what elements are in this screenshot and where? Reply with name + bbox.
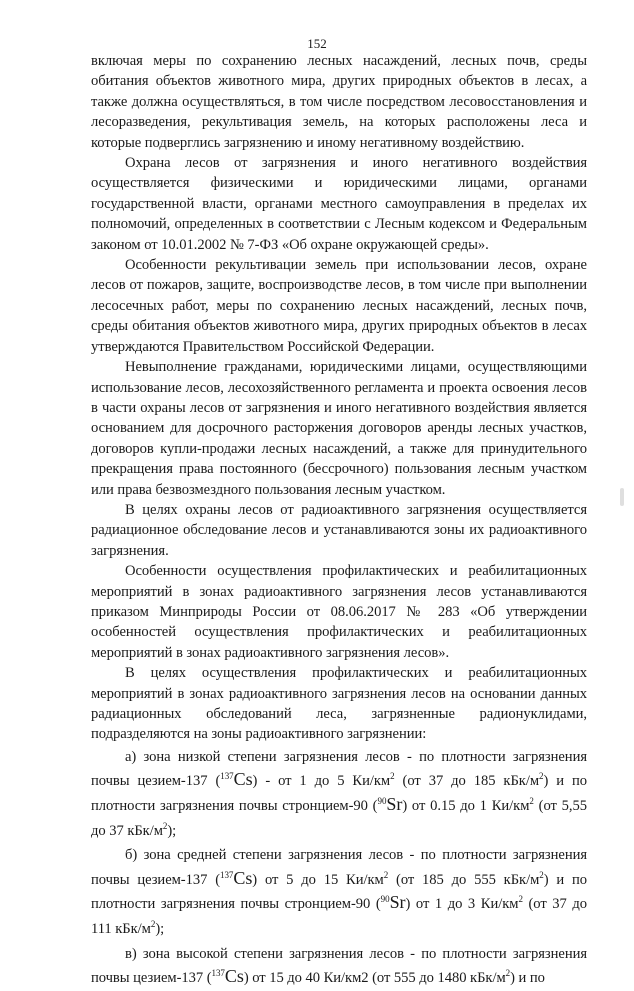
zone-b-lead: б) зона средней степени загрязнения лесов - по плотности загрязнения почвы цезием-137 ( bbox=[91, 847, 587, 888]
zone-a-cs-exponent-1: 2 bbox=[390, 771, 395, 782]
scan-margin-mark bbox=[620, 488, 624, 506]
page-number: 152 bbox=[307, 36, 327, 51]
zone-b-cs-range: ) от 5 до 15 Ки/км bbox=[252, 871, 384, 888]
zone-a-sr-range-kbq: (от 5,55 до 37 кБк/м bbox=[91, 798, 587, 839]
paragraph-radiation-survey: В целях охраны лесов от радиоактивного загрязнения осуществляется радиационное обследование лесов и устанавливаются зоны их радиоактивного загрязнения. bbox=[91, 501, 587, 559]
zone-a-tail: ); bbox=[167, 822, 177, 839]
zone-b-sr-range: ) от 1 до 3 Ки/км bbox=[405, 896, 519, 913]
zone-c-cs-symbol: Cs bbox=[224, 966, 244, 987]
zone-a-mid: ) и по плотности загрязнения почвы стронцием-90 ( bbox=[91, 773, 588, 814]
zone-c-cs-exponent: 2 bbox=[505, 968, 511, 979]
zone-a-low-contamination bbox=[91, 745, 587, 843]
zone-b-sr-symbol: Sr bbox=[389, 892, 406, 913]
paragraph-recultivation-features: Особенности рекультивации земель при использовании лесов, охране лесов от пожаров, защите, воспроизводстве лесов, в том числе при выполнении лесосечных работ, меры по сохранению лесных насаждений, лесных почв, среды обитания объектов животного мира, других природных объектов в лесах утверждаются Правительством Российской Федерации. bbox=[91, 257, 587, 355]
zone-a-lead: а) зона низкой степени загрязнения лесов - по плотности загрязнения почвы цезием-137 ( bbox=[91, 748, 587, 790]
zone-b-tail: ); bbox=[155, 920, 165, 937]
zone-b-cs-range-kbq: (от 185 до 555 кБк/м bbox=[388, 871, 540, 888]
zone-a-cs-exponent-2: 2 bbox=[539, 771, 544, 782]
zone-b-mid: ) и по плотности загрязнения почвы стронцием-90 ( bbox=[91, 871, 587, 913]
zone-c-high-contamination bbox=[91, 942, 587, 991]
zone-a-sr-exponent-2: 2 bbox=[162, 820, 168, 831]
zone-b-sr-exponent-1: 2 bbox=[518, 894, 523, 905]
paragraph-order-283: Особенности осуществления профилактических и реабилитационных мероприятий в зонах радиоактивного загрязнения лесов устанавливаются приказом Минприроды России от 08.06.2017 № 283 «Об утверждении особенностей осуществления профилактических и реабилитационных мероприятий в зонах радиоактивного загрязнения лесов». bbox=[91, 563, 587, 661]
zone-c-cs-range: ) от 15 до 40 Ки/км2 (от 555 до 1480 кБк/м bbox=[243, 970, 506, 987]
zone-b-medium-contamination bbox=[91, 843, 587, 941]
zone-a-sr-range: ) от 0.15 до 1 Ки/км bbox=[402, 798, 530, 814]
zone-a-sr-symbol: Sr bbox=[386, 794, 403, 814]
zone-b-cs-exponent-2: 2 bbox=[539, 869, 544, 880]
body-text bbox=[91, 51, 587, 991]
zone-a-cs-range: ) - от 1 до 5 Ки/км bbox=[252, 773, 391, 790]
paragraph-forest-protection-responsibility: Охрана лесов от загрязнения и иного негативного воздействия осуществляется физическими и юридическими лицами, органами государственной власти, органами местного самоуправления в пределах их полномочий, определенных в соответствии с Лесным кодексом и Федеральным законом от 10.01.2002 № 7-ФЗ «Об охране окружающей среды». bbox=[91, 155, 587, 253]
paragraph-continuation: включая меры по сохранению лесных насаждений, лесных почв, среды обитания объектов животного мира, других природных объектов в лесах, а также должна осуществляться, в том числе посредством лесовосстановления и лесоразведения, рекультивация земель, на которых расположены леса и которые подверглись загрязнению и иному негативному воздействию. bbox=[91, 53, 587, 151]
zone-c-lead: в) зона высокой степени загрязнения лесов - по плотности загрязнения почвы цезием-137 ( bbox=[91, 945, 587, 987]
zone-a-cs-symbol: Cs bbox=[233, 769, 253, 790]
zone-b-cs-exponent-1: 2 bbox=[383, 869, 389, 880]
paragraph-non-compliance: Невыполнение гражданами, юридическими лицами, осуществляющими использование лесов, лесохозяйственного регламента и проекта освоения лесов в части охраны лесов от загрязнения и иного негативного воздействия является основанием для досрочного расторжения договоров аренды лесных участков, договоров купли-продажи лесных насаждений, а также для принудительного прекращения права постоянного (бессрочного) пользования лесным участком или права безвозмездного пользования лесным участком. bbox=[91, 359, 587, 498]
zone-a-cs-range-kbq: (от 37 до 185 кБк/м bbox=[394, 773, 540, 790]
zone-a-sr-mass-number: 90 bbox=[377, 796, 387, 806]
zone-b-cs-mass-number: 137 bbox=[220, 869, 234, 880]
zone-b-cs-symbol: Cs bbox=[233, 867, 253, 888]
zone-a-sr-exponent-1: 2 bbox=[529, 796, 534, 806]
paragraph-zone-classification-intro: В целях осуществления профилактических и реабилитационных мероприятий в зонах радиоактивного загрязнения лесов на основании данных радиационных обследований леса, загрязненные радионуклидами, подразделяются на зоны радиоактивного загрязнении: bbox=[91, 665, 587, 743]
zone-b-sr-exponent-2: 2 bbox=[150, 918, 156, 929]
zone-b-sr-range-kbq: (от 37 до 111 кБк/м bbox=[91, 896, 587, 937]
zone-a-cs-mass-number: 137 bbox=[220, 771, 234, 782]
zone-c-cs-mass-number: 137 bbox=[211, 968, 225, 979]
zone-b-sr-mass-number: 90 bbox=[380, 894, 390, 905]
zone-c-tail: ) и по bbox=[510, 970, 545, 987]
